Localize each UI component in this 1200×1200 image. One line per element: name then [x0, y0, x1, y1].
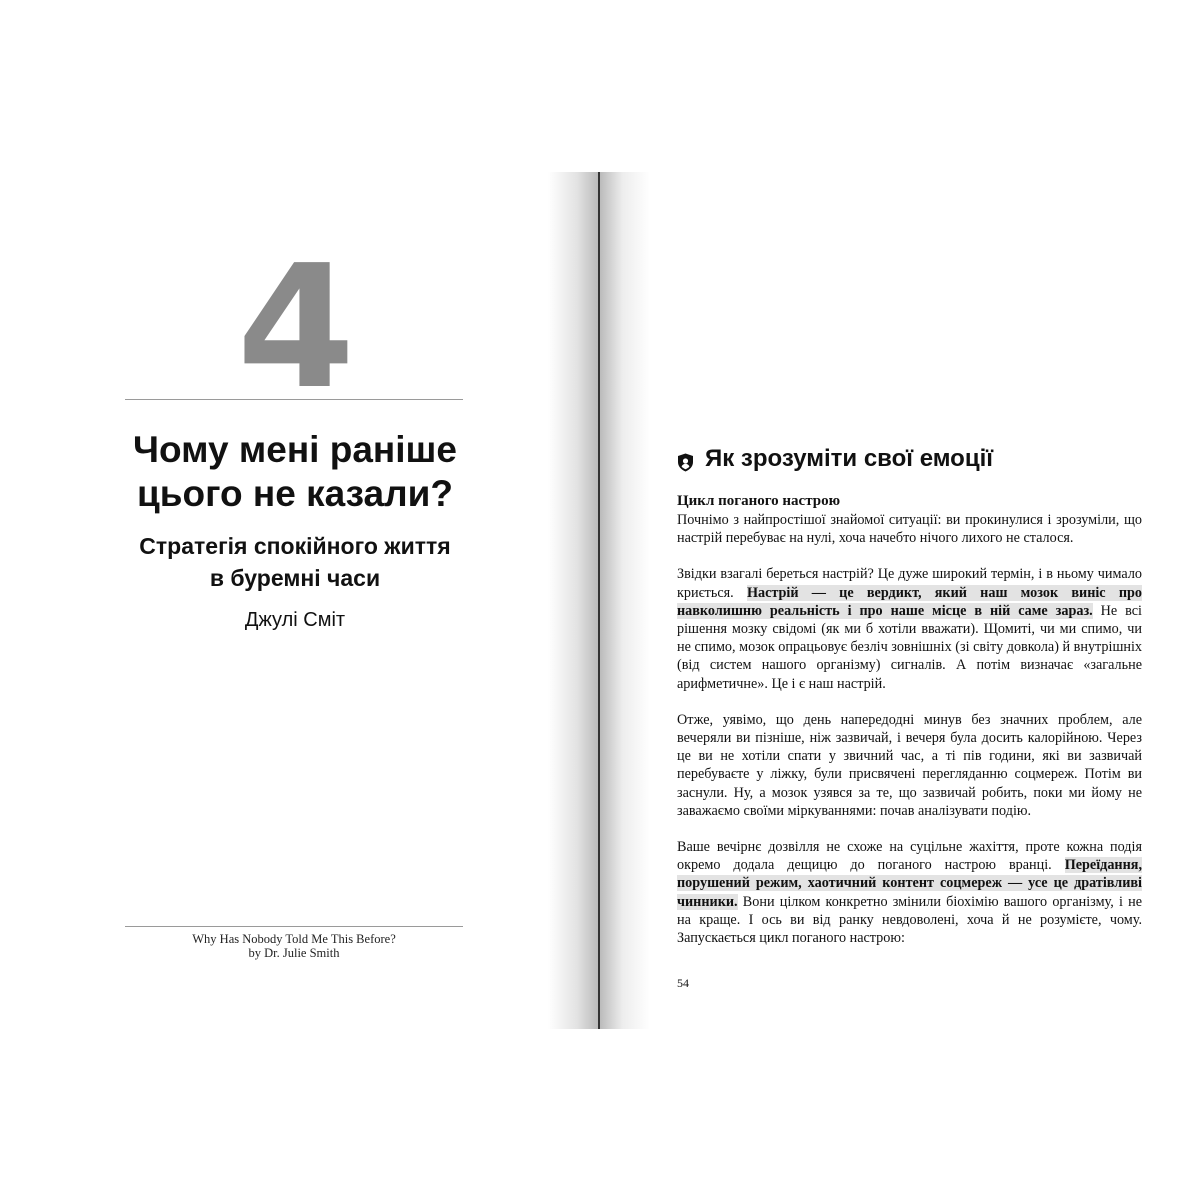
- body-text: [677, 492, 1142, 965]
- top-divider: [125, 399, 463, 400]
- paragraph: Ваше вечірнє дозвілля не схоже на суцільне жахіття, проте кожна подія окремо додала дещицю до поганого настрою вранці. Переїдання, порушений режим, хаотичний контент соцмереж — усе це дратівливі чинники. Вони цілком конкретно змінили біохімію вашого організму, і не на краще. І ось ви від ранку невдоволені, хоча й не розумієте, чому. Запускається цикл поганого настрою:: [677, 839, 1142, 947]
- paragraph: Звідки взагалі береться настрій? Це дуже широкий термін, і в ньому чимало криється. Настрій — це вердикт, який наш мозок виніс про навколишню реальність і про наше місце в ній саме зараз. Не всі рішення мозку свідомі (як ми б хотіли вважати). Щомиті, чи ми спимо, чи не спимо, мозок опрацьовує безліч зовнішніх (зі світу довкола) й внутрішніх (від систем нашого організму) сигналів. А потім визначає «загальне арифметичне». Це і є наш настрій.: [677, 566, 1142, 692]
- original-author-line: by Dr. Julie Smith: [248, 946, 340, 960]
- spine-shadow-left: [548, 172, 600, 1029]
- book-author: Джулі Сміт: [244, 609, 346, 631]
- book-subtitle: Стратегія спокійного життя в буремні часи: [139, 533, 451, 591]
- page-number: 54: [677, 976, 689, 990]
- original-title-line: Why Has Nobody Told Me This Before?: [192, 932, 396, 946]
- chapter-number: 4: [236, 229, 352, 427]
- bottom-divider: [125, 926, 463, 927]
- highlighted-text: Настрій — це вердикт, який наш мозок виніс про навколишню реальність і про наше місце в ній саме зараз.: [677, 584, 1142, 619]
- book-title: Чому мені раніше цього не казали?: [133, 429, 457, 514]
- paragraph: Почнімо з найпростішої знайомої ситуації: ви прокинулися і зрозуміли, що настрій перебуває на нулі, хоча начебто нічого лихого не сталося.: [677, 512, 1142, 547]
- subheading: Цикл поганого настрою: [677, 493, 841, 509]
- highlighted-text: Переїдання, порушений режим, хаотичний контент соцмереж — усе це дратівливі чинники.: [677, 857, 1142, 910]
- section-heading-text: Як зрозуміти свої емоції: [705, 445, 993, 472]
- original-title: [125, 932, 463, 960]
- right-page: [600, 0, 1200, 1200]
- shield-icon: [677, 450, 694, 469]
- section-heading: [677, 444, 1157, 474]
- paragraph: Отже, уявімо, що день напередодні минув без значних проблем, але вечеряли ви пізніше, ніж зазвичай, і вечеря була досить калорійною. Через це ви не хотіли спати у звичний час, а ті пів години, які ви зазвичай перебуваєте у ліжку, були присвячені перегляданню соцмереж. Потім ви заснули. Ну, а мозок узявся за те, що зазвичай робить, поки ми йому не заважаємо своїми міркуваннями: почав аналізувати подію.: [677, 711, 1142, 819]
